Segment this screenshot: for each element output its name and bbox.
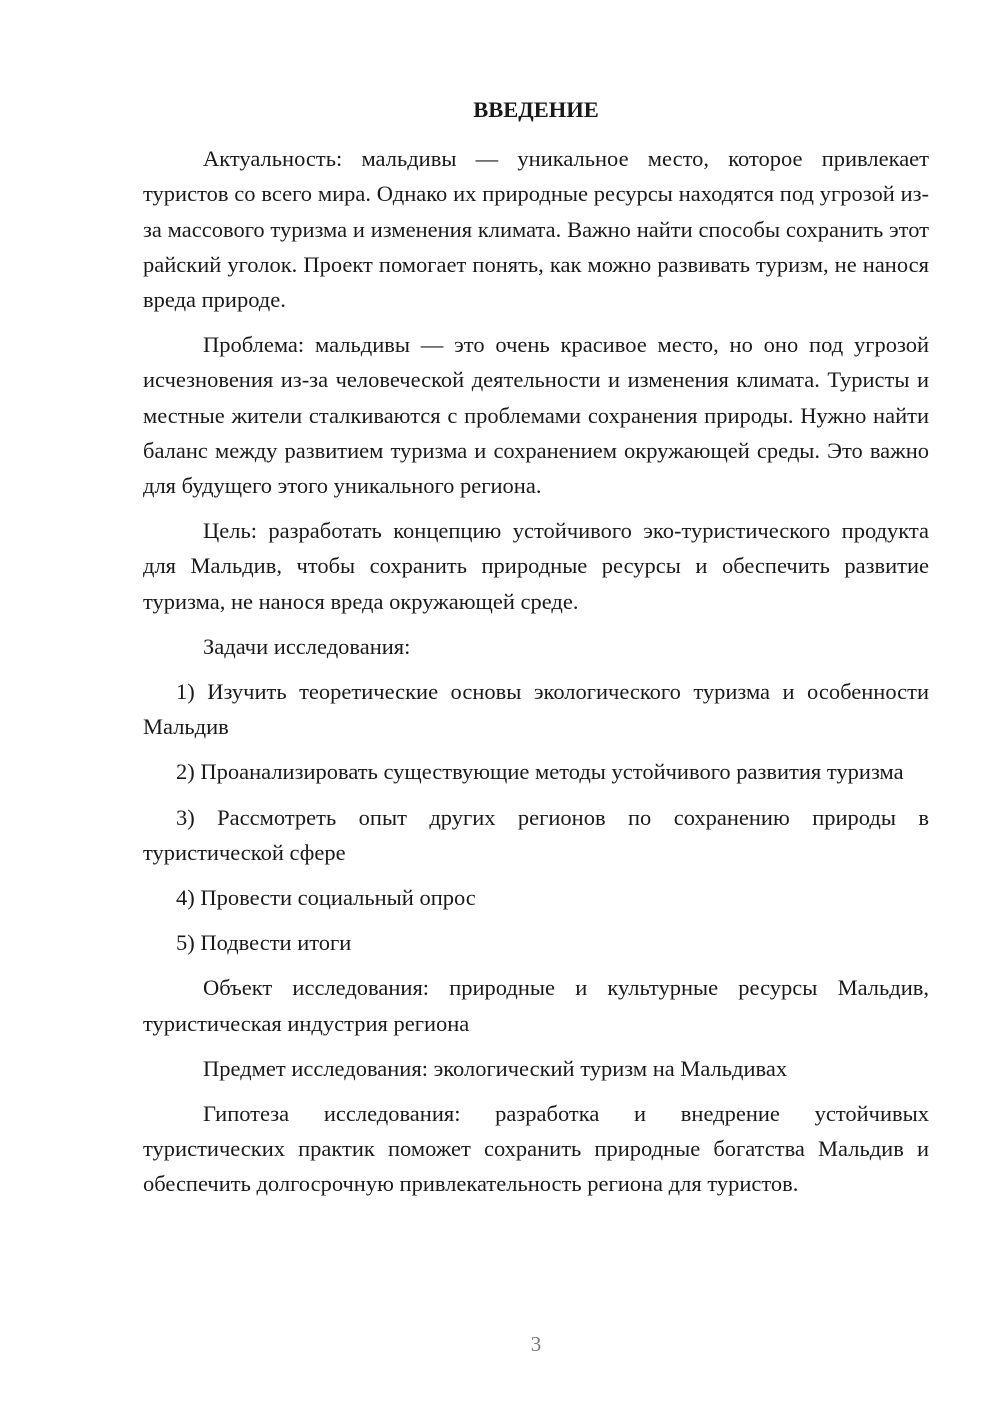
paragraph-object: Объект исследования: природные и культурные ресурсы Мальдив, туристическая индустрия региона — [143, 975, 929, 1036]
paragraph-goal: Цель: разработать концепцию устойчивого эко-туристического продукта для Мальдив, чтобы сохранить природные ресурсы и обеспечить развитие туризма, не нанося вреда окружающей среде. — [143, 518, 929, 614]
paragraph-subject: Предмет исследования: экологический туризм на Мальдивах — [203, 1055, 788, 1081]
document-page — [143, 92, 929, 1212]
paragraph-hypothesis: Гипотеза исследования: разработка и внедрение устойчивых туристических практик поможет сохранить природные богатства Мальдив и обеспечить долгосрочную привлекательность региона для туристов. — [143, 1101, 929, 1197]
task-item-3: 3) Рассмотреть опыт других регионов по сохранению природы в туристической сфере — [143, 804, 929, 865]
tasks-heading: Задачи исследования: — [203, 633, 411, 659]
paragraph-problem: Проблема: мальдивы — это очень красивое место, но оно под угрозой исчезновения из-за человеческой деятельности и изменения климата. Туристы и местные жители сталкиваются с проблемами сохранения природы. Нужно найти баланс между развитием туризма и сохранением окружающей среды. Это важно для будущего этого уникального региона. — [143, 332, 929, 499]
paragraph-relevance: Актуальность: мальдивы — уникальное место, которое привлекает туристов со всего мира. Однако их природные ресурсы находятся под угрозой из-за массового туризма и изменения климата. Важно найти способы сохранить этот райский уголок. Проект помогает понять, как можно развивать туризм, не нанося вреда природе. — [143, 146, 929, 313]
task-item-2: 2) Проанализировать существующие методы устойчивого развития туризма — [176, 759, 904, 785]
page-title: ВВЕДЕНИЕ — [473, 97, 599, 122]
task-item-1: 1) Изучить теоретические основы экологического туризма и особенности Мальдив — [143, 679, 929, 740]
task-item-4: 4) Провести социальный опрос — [176, 885, 476, 911]
task-item-5: 5) Подвести итоги — [176, 930, 352, 956]
page-number: 3 — [530, 1332, 542, 1356]
